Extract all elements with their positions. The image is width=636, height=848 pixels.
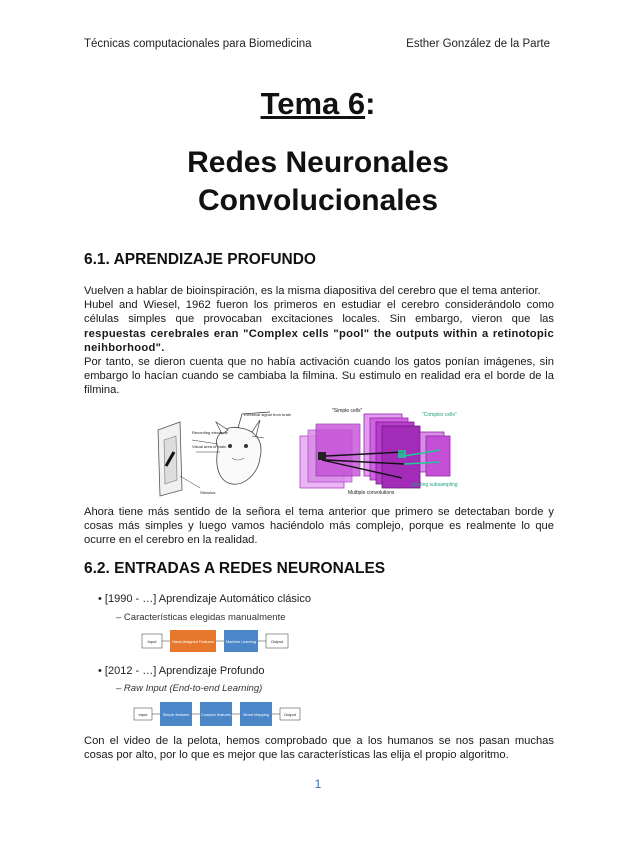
paragraph-pelota: Con el video de la pelota, hemos comprobado que a los humanos se nos pasan muchas cosas por alto, por lo que es mejor que las características las elija el propio algoritmo.: [84, 735, 554, 762]
classic-ml-flow: [138, 626, 298, 656]
chapter-label: Tema 6: [260, 86, 366, 121]
flow2-mapping: Mixed Mapping: [243, 713, 269, 717]
hubel-text: Hubel and Wiesel, 1962 fueron los primeros en estudiar el cerebro considerándolo como células simples que provocaban excitaciones locales. Sin embargo, vieron que las: [84, 299, 554, 326]
chapter-number: [0, 86, 636, 122]
sub-bullet-manual: – Características elegidas manualmente: [116, 612, 286, 623]
bullet-classic-ml-text: [1990 - …] Aprendizaje Automático clásico: [104, 593, 311, 605]
flow1-ml: Machine Learning: [225, 640, 257, 644]
cat-label-electrode: Recording electrode: [192, 430, 228, 435]
sub-bullet-raw-input: – Raw Input (End-to-end Learning): [116, 683, 263, 694]
flow2-complex: Complex features: [201, 713, 231, 717]
chapter-colon: :: [365, 86, 376, 121]
cat-label-visual: Visual area of brain: [192, 444, 227, 449]
cat-label-signal: Electrical signal from brain: [244, 412, 291, 417]
pooling-label: pooling subsampling: [412, 482, 458, 488]
flow1-features: Hand-designed Features: [172, 640, 214, 644]
deep-learning-flow: [132, 698, 304, 730]
convolution-figure: [294, 404, 464, 500]
paragraph-filmina: Por tanto, se dieron cuenta que no había activación cuando los gatos ponían imágenes, sin embargo lo hacían cuando se cambiaba la filmina. Su estimulo en realidad era el borde de la filmina.: [84, 356, 554, 397]
paragraph-hubel-wiesel: [84, 298, 554, 355]
complex-cells-quote: respuestas cerebrales eran "Complex cells "pool" the outputs within a retinotopic neihborhood".: [84, 327, 554, 354]
flow2-input: Input: [138, 712, 148, 717]
title-line-2: Convolucionales: [197, 184, 439, 217]
simple-cells-label: "Simple cells": [332, 408, 363, 414]
header-course: Técnicas computacionales para Biomedicina: [84, 38, 312, 50]
bullet-dot-2: •: [98, 665, 105, 677]
cat-experiment-figure: [152, 408, 291, 498]
title-line-1: Redes Neuronales: [187, 146, 449, 179]
page-number: 1: [314, 777, 322, 791]
bullet-deep-learning-text: [2012 - …] Aprendizaje Profundo: [104, 665, 265, 677]
page-title: [0, 144, 636, 220]
paragraph-complejidad: Ahora tiene más sentido de la señora el tema anterior que primero se detectaban borde y cosas más simples y luego vamos haciéndolo más complejo, porque es realmente lo que ocurre en el cerebro en la realidad.: [84, 506, 554, 547]
complex-cells-label: "Complex cells": [422, 412, 457, 418]
cat-label-stimulus: Stimulus: [200, 490, 216, 495]
bullet-deep-learning: [98, 665, 265, 677]
section-heading-1: 6.1. APRENDIZAJE PROFUNDO: [84, 251, 316, 268]
section-heading-2: 6.2. ENTRADAS A REDES NEURONALES: [84, 560, 386, 577]
paragraph-bioinspiracion: Vuelven a hablar de bioinspiración, es la misma diapositiva del cerebro que el tema anterior.: [84, 285, 541, 297]
flow2-output: Output: [283, 712, 297, 717]
bullet-classic-ml: [98, 593, 311, 605]
bullet-dot-1: •: [98, 593, 105, 605]
header-author: Esther González de la Parte: [406, 38, 550, 50]
flow1-output: Output: [270, 639, 284, 644]
multiple-convolutions-label: Multiple convolutions: [348, 490, 395, 496]
flow1-input: Input: [147, 639, 157, 644]
flow2-simple: Simple features: [162, 713, 190, 717]
section-1-text: [84, 284, 554, 398]
